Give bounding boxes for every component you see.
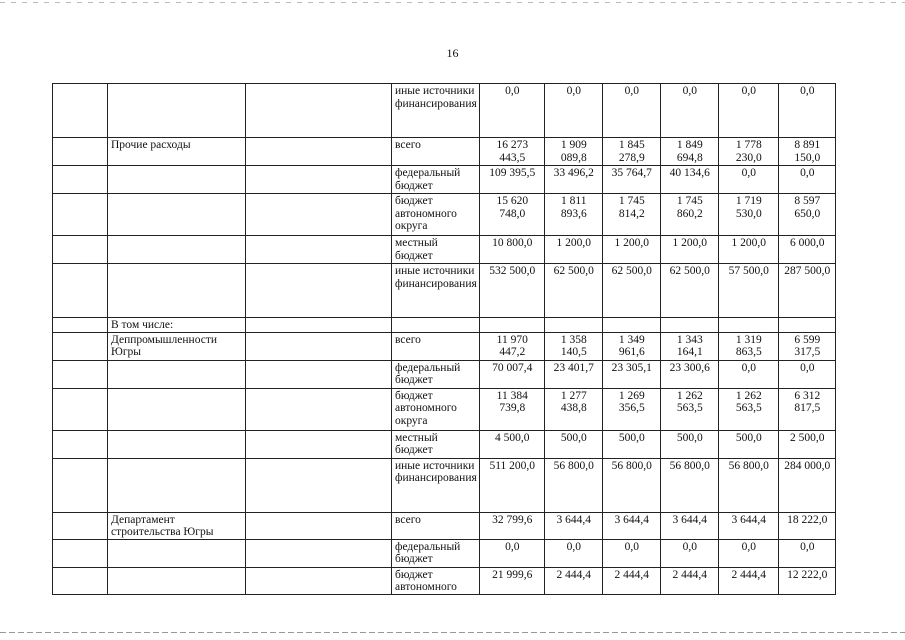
cell-year-3: 23 300,6 (660, 360, 718, 388)
cell-source (392, 318, 480, 333)
cell-name (108, 539, 246, 567)
cell-responsible (246, 264, 392, 318)
cell-year-5: 8 891 150,0 (778, 138, 835, 166)
cell-total: 532 500,0 (479, 264, 544, 318)
cell-year-4: 500,0 (718, 430, 778, 458)
cell-total: 0,0 (479, 84, 544, 138)
cell-year-2: 2 444,4 (602, 567, 660, 594)
cell-year-3: 40 134,6 (660, 166, 718, 194)
cell-year-5 (778, 318, 835, 333)
cell-year-1: 2 444,4 (544, 567, 602, 594)
cell-source: федеральный бюджет (392, 539, 480, 567)
cell-year-5: 6 000,0 (778, 236, 835, 264)
cell-responsible (246, 360, 392, 388)
cell-number (53, 539, 108, 567)
cell-number (53, 360, 108, 388)
cell-year-1 (544, 318, 602, 333)
cell-year-4: 0,0 (718, 84, 778, 138)
cell-total: 21 999,6 (479, 567, 544, 594)
table-row (53, 512, 836, 539)
cell-year-2: 1 200,0 (602, 236, 660, 264)
cell-year-4: 0,0 (718, 360, 778, 388)
cell-year-3: 1 262 563,5 (660, 388, 718, 430)
cell-name (108, 388, 246, 430)
page-number: 16 (446, 46, 459, 60)
table-row (53, 194, 836, 236)
cell-number (53, 512, 108, 539)
cell-responsible (246, 138, 392, 166)
cell-year-3: 0,0 (660, 84, 718, 138)
cell-year-5: 18 222,0 (778, 512, 835, 539)
cell-number (53, 430, 108, 458)
cell-source: федеральный бюджет (392, 360, 480, 388)
cell-total: 10 800,0 (479, 236, 544, 264)
cell-responsible (246, 567, 392, 594)
table-row (53, 458, 836, 512)
cell-year-1: 0,0 (544, 84, 602, 138)
cell-year-1: 23 401,7 (544, 360, 602, 388)
cell-year-2: 500,0 (602, 430, 660, 458)
cell-year-2: 1 845 278,9 (602, 138, 660, 166)
cell-responsible (246, 236, 392, 264)
cell-year-5: 284 000,0 (778, 458, 835, 512)
cell-total (479, 318, 544, 333)
cell-year-4 (718, 318, 778, 333)
cell-year-3: 500,0 (660, 430, 718, 458)
cell-year-5: 2 500,0 (778, 430, 835, 458)
cell-year-1: 1 909 089,8 (544, 138, 602, 166)
cell-section-label: В том числе: (108, 318, 246, 333)
cell-source: местный бюджет (392, 430, 480, 458)
cell-year-3: 3 644,4 (660, 512, 718, 539)
cell-year-2: 1 349 961,6 (602, 332, 660, 360)
cell-source: бюджет автономного округа (392, 388, 480, 430)
table-row (53, 430, 836, 458)
cell-year-1: 3 644,4 (544, 512, 602, 539)
table-row (53, 332, 836, 360)
table-row-section (53, 318, 836, 333)
cell-responsible (246, 539, 392, 567)
cell-name (108, 567, 246, 594)
scan-top-edge (0, 2, 905, 3)
cell-source: иные источники финансирования (392, 84, 480, 138)
table-row (53, 264, 836, 318)
cell-year-2: 62 500,0 (602, 264, 660, 318)
cell-name (108, 458, 246, 512)
cell-number (53, 236, 108, 264)
cell-source: всего (392, 332, 480, 360)
cell-year-1: 0,0 (544, 539, 602, 567)
cell-name: Деппромышленности Югры (108, 332, 246, 360)
cell-number (53, 318, 108, 333)
cell-total: 11 970 447,2 (479, 332, 544, 360)
cell-responsible (246, 166, 392, 194)
cell-total: 11 384 739,8 (479, 388, 544, 430)
cell-year-3 (660, 318, 718, 333)
cell-total: 32 799,6 (479, 512, 544, 539)
cell-responsible (246, 318, 392, 333)
cell-year-1: 56 800,0 (544, 458, 602, 512)
cell-year-3: 1 745 860,2 (660, 194, 718, 236)
cell-source: иные источники финансирования (392, 264, 480, 318)
cell-source: бюджет автономного округа (392, 194, 480, 236)
cell-source: местный бюджет (392, 236, 480, 264)
cell-year-4: 1 262 563,5 (718, 388, 778, 430)
cell-year-1: 62 500,0 (544, 264, 602, 318)
cell-year-5: 12 222,0 (778, 567, 835, 594)
cell-year-1: 1 277 438,8 (544, 388, 602, 430)
cell-year-1: 1 811 893,6 (544, 194, 602, 236)
cell-source: всего (392, 138, 480, 166)
cell-year-4: 1 319 863,5 (718, 332, 778, 360)
table-row (53, 388, 836, 430)
table-row (53, 166, 836, 194)
cell-year-4: 57 500,0 (718, 264, 778, 318)
cell-year-3: 1 343 164,1 (660, 332, 718, 360)
cell-name (108, 236, 246, 264)
cell-year-2: 1 745 814,2 (602, 194, 660, 236)
table-row (53, 539, 836, 567)
cell-year-2: 0,0 (602, 539, 660, 567)
cell-year-3: 62 500,0 (660, 264, 718, 318)
cell-year-4: 1 200,0 (718, 236, 778, 264)
cell-number (53, 84, 108, 138)
cell-name (108, 430, 246, 458)
cell-source: бюджет автономного (392, 567, 480, 594)
table-row (53, 567, 836, 594)
cell-number (53, 458, 108, 512)
cell-year-2: 1 269 356,5 (602, 388, 660, 430)
cell-year-5: 287 500,0 (778, 264, 835, 318)
cell-name (108, 264, 246, 318)
cell-responsible (246, 458, 392, 512)
cell-year-4: 1 778 230,0 (718, 138, 778, 166)
cell-year-2: 3 644,4 (602, 512, 660, 539)
budget-table (52, 83, 836, 595)
cell-year-5: 0,0 (778, 166, 835, 194)
cell-year-5: 6 599 317,5 (778, 332, 835, 360)
cell-year-4: 0,0 (718, 539, 778, 567)
cell-number (53, 166, 108, 194)
cell-year-2: 56 800,0 (602, 458, 660, 512)
table-row (53, 236, 836, 264)
cell-name: Прочие расходы (108, 138, 246, 166)
cell-number (53, 567, 108, 594)
cell-year-5: 0,0 (778, 360, 835, 388)
cell-total: 0,0 (479, 539, 544, 567)
cell-responsible (246, 84, 392, 138)
cell-year-2 (602, 318, 660, 333)
cell-year-4: 2 444,4 (718, 567, 778, 594)
cell-name: Департамент строительства Югры (108, 512, 246, 539)
cell-responsible (246, 388, 392, 430)
cell-year-4: 56 800,0 (718, 458, 778, 512)
cell-year-1: 1 358 140,5 (544, 332, 602, 360)
cell-number (53, 138, 108, 166)
cell-year-5: 8 597 650,0 (778, 194, 835, 236)
cell-source: всего (392, 512, 480, 539)
cell-name (108, 84, 246, 138)
cell-number (53, 194, 108, 236)
cell-responsible (246, 430, 392, 458)
cell-year-2: 35 764,7 (602, 166, 660, 194)
cell-year-2: 0,0 (602, 84, 660, 138)
cell-year-2: 23 305,1 (602, 360, 660, 388)
cell-year-1: 33 496,2 (544, 166, 602, 194)
cell-number (53, 264, 108, 318)
cell-total: 70 007,4 (479, 360, 544, 388)
cell-name (108, 194, 246, 236)
budget-table-container (52, 83, 836, 595)
cell-responsible (246, 332, 392, 360)
cell-number (53, 388, 108, 430)
cell-name (108, 360, 246, 388)
cell-year-3: 2 444,4 (660, 567, 718, 594)
cell-source: федеральный бюджет (392, 166, 480, 194)
table-row (53, 138, 836, 166)
cell-responsible (246, 194, 392, 236)
cell-number (53, 332, 108, 360)
cell-year-4: 1 719 530,0 (718, 194, 778, 236)
table-row (53, 84, 836, 138)
cell-year-5: 6 312 817,5 (778, 388, 835, 430)
cell-year-3: 56 800,0 (660, 458, 718, 512)
scan-bottom-edge (0, 632, 905, 633)
cell-year-5: 0,0 (778, 84, 835, 138)
cell-total: 15 620 748,0 (479, 194, 544, 236)
cell-source: иные источники финансирования (392, 458, 480, 512)
cell-total: 109 395,5 (479, 166, 544, 194)
cell-total: 4 500,0 (479, 430, 544, 458)
cell-year-3: 1 200,0 (660, 236, 718, 264)
cell-year-1: 500,0 (544, 430, 602, 458)
cell-year-4: 0,0 (718, 166, 778, 194)
cell-year-1: 1 200,0 (544, 236, 602, 264)
table-row (53, 360, 836, 388)
cell-year-4: 3 644,4 (718, 512, 778, 539)
cell-total: 511 200,0 (479, 458, 544, 512)
cell-responsible (246, 512, 392, 539)
cell-year-3: 1 849 694,8 (660, 138, 718, 166)
cell-year-5: 0,0 (778, 539, 835, 567)
cell-total: 16 273 443,5 (479, 138, 544, 166)
cell-year-3: 0,0 (660, 539, 718, 567)
cell-name (108, 166, 246, 194)
